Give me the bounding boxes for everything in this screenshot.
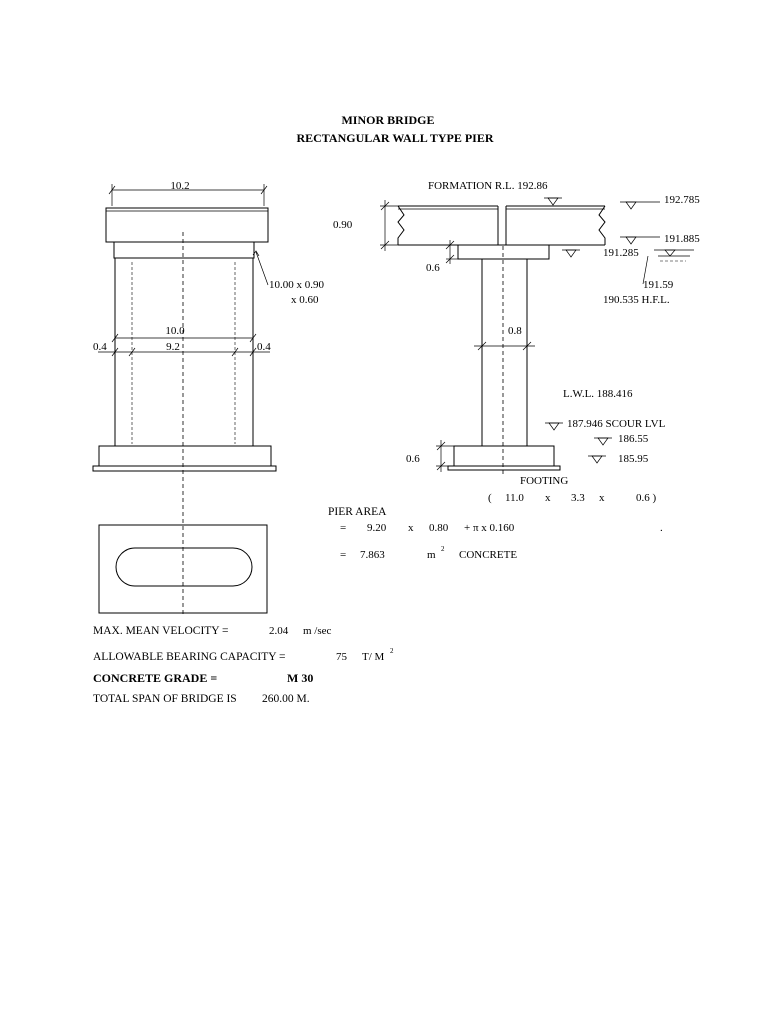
sbc-label: ALLOWABLE BEARING CAPACITY = [93,651,286,663]
footing-dim-open: ( [488,492,492,504]
cap-note-line-1: 10.00 x 0.90 [269,279,324,291]
pier-area-eq-2: = [340,549,347,561]
level-185-95: 185.95 [618,453,649,465]
front-pier-cap [114,242,254,258]
level-marker [566,250,576,257]
level-marker [598,438,608,445]
dim-edge-left: 0.4 [93,341,107,353]
front-footing [99,446,271,466]
dim-cap-depth: 0.6 [426,262,440,274]
pier-area-factor-1: 9.20 [367,522,387,534]
design-specs [93,625,394,705]
level-191-59: 191.59 [643,279,674,291]
pier-area-label: PIER AREA [328,506,387,518]
title-line-2: RECTANGULAR WALL TYPE PIER [296,131,494,145]
side-footing [454,446,554,466]
footing-dim-depth: 0.6 ) [636,492,657,504]
side-elevation [333,180,700,504]
level-lwl: L.W.L. 188.416 [563,388,633,400]
dim-deck-depth: 0.90 [333,219,353,231]
grade-value: M 30 [287,671,314,685]
span-value: 260.00 M. [262,693,310,705]
cap-note-line-2: x 0.60 [291,294,319,306]
pier-area-result: 7.863 [360,549,385,561]
level-marker [626,237,636,244]
dim-top-width: 10.2 [170,180,190,192]
level-scour: 187.946 SCOUR LVL [567,418,666,430]
level-marker [592,456,602,463]
level-192-785: 192.785 [664,194,700,206]
dim-pier-thickness: 0.8 [508,325,522,337]
span-text: TOTAL SPAN OF BRIDGE IS [93,693,237,705]
pier-area-factor-2: 0.80 [429,522,449,534]
footing-dim-x2: x [599,492,605,504]
footing-dim-width: 3.3 [571,492,585,504]
pier-area-plus-term: + π x 0.160 [464,522,515,534]
footing-label: FOOTING [520,475,569,487]
pier-area-unit-exp: 2 [441,545,445,553]
level-186-55: 186.55 [618,433,649,445]
velocity-unit: m /sec [303,625,332,637]
footing-dim-length: 11.0 [505,492,524,504]
dim-width-total: 10.0 [165,325,185,337]
velocity-value: 2.04 [269,625,289,637]
pier-area-material: CONCRETE [459,549,518,561]
level-marker [549,423,559,430]
pier-area-times: x [408,522,414,534]
side-pier-cap [458,245,549,259]
footing-dim-x1: x [545,492,551,504]
level-marker [548,198,558,205]
velocity-label: MAX. MEAN VELOCITY = [93,625,229,637]
level-marker [626,202,636,209]
dim-footing-depth: 0.6 [406,453,420,465]
pier-area-dot: . [660,522,663,534]
sbc-unit-exp: 2 [390,647,394,655]
water-level-marker [665,250,675,256]
plan-pier-outline [116,548,252,586]
front-deck-slab [106,208,268,242]
level-191-885: 191.885 [664,233,700,245]
dim-edge-right: 0.4 [257,341,271,353]
level-191-285: 191.285 [603,247,639,259]
pier-area-calculation [328,506,663,561]
pier-area-unit: m [427,549,436,561]
grade-label: CONCRETE GRADE = [93,671,218,685]
dim-width-inner: 9.2 [166,341,180,353]
pier-area-eq-1: = [340,522,347,534]
sbc-value: 75 [336,651,347,663]
sbc-unit: T/ M [362,651,385,663]
title-line-1: MINOR BRIDGE [341,113,435,127]
level-hfl: 190.535 H.F.L. [603,294,670,306]
formation-level: FORMATION R.L. 192.86 [428,180,548,192]
